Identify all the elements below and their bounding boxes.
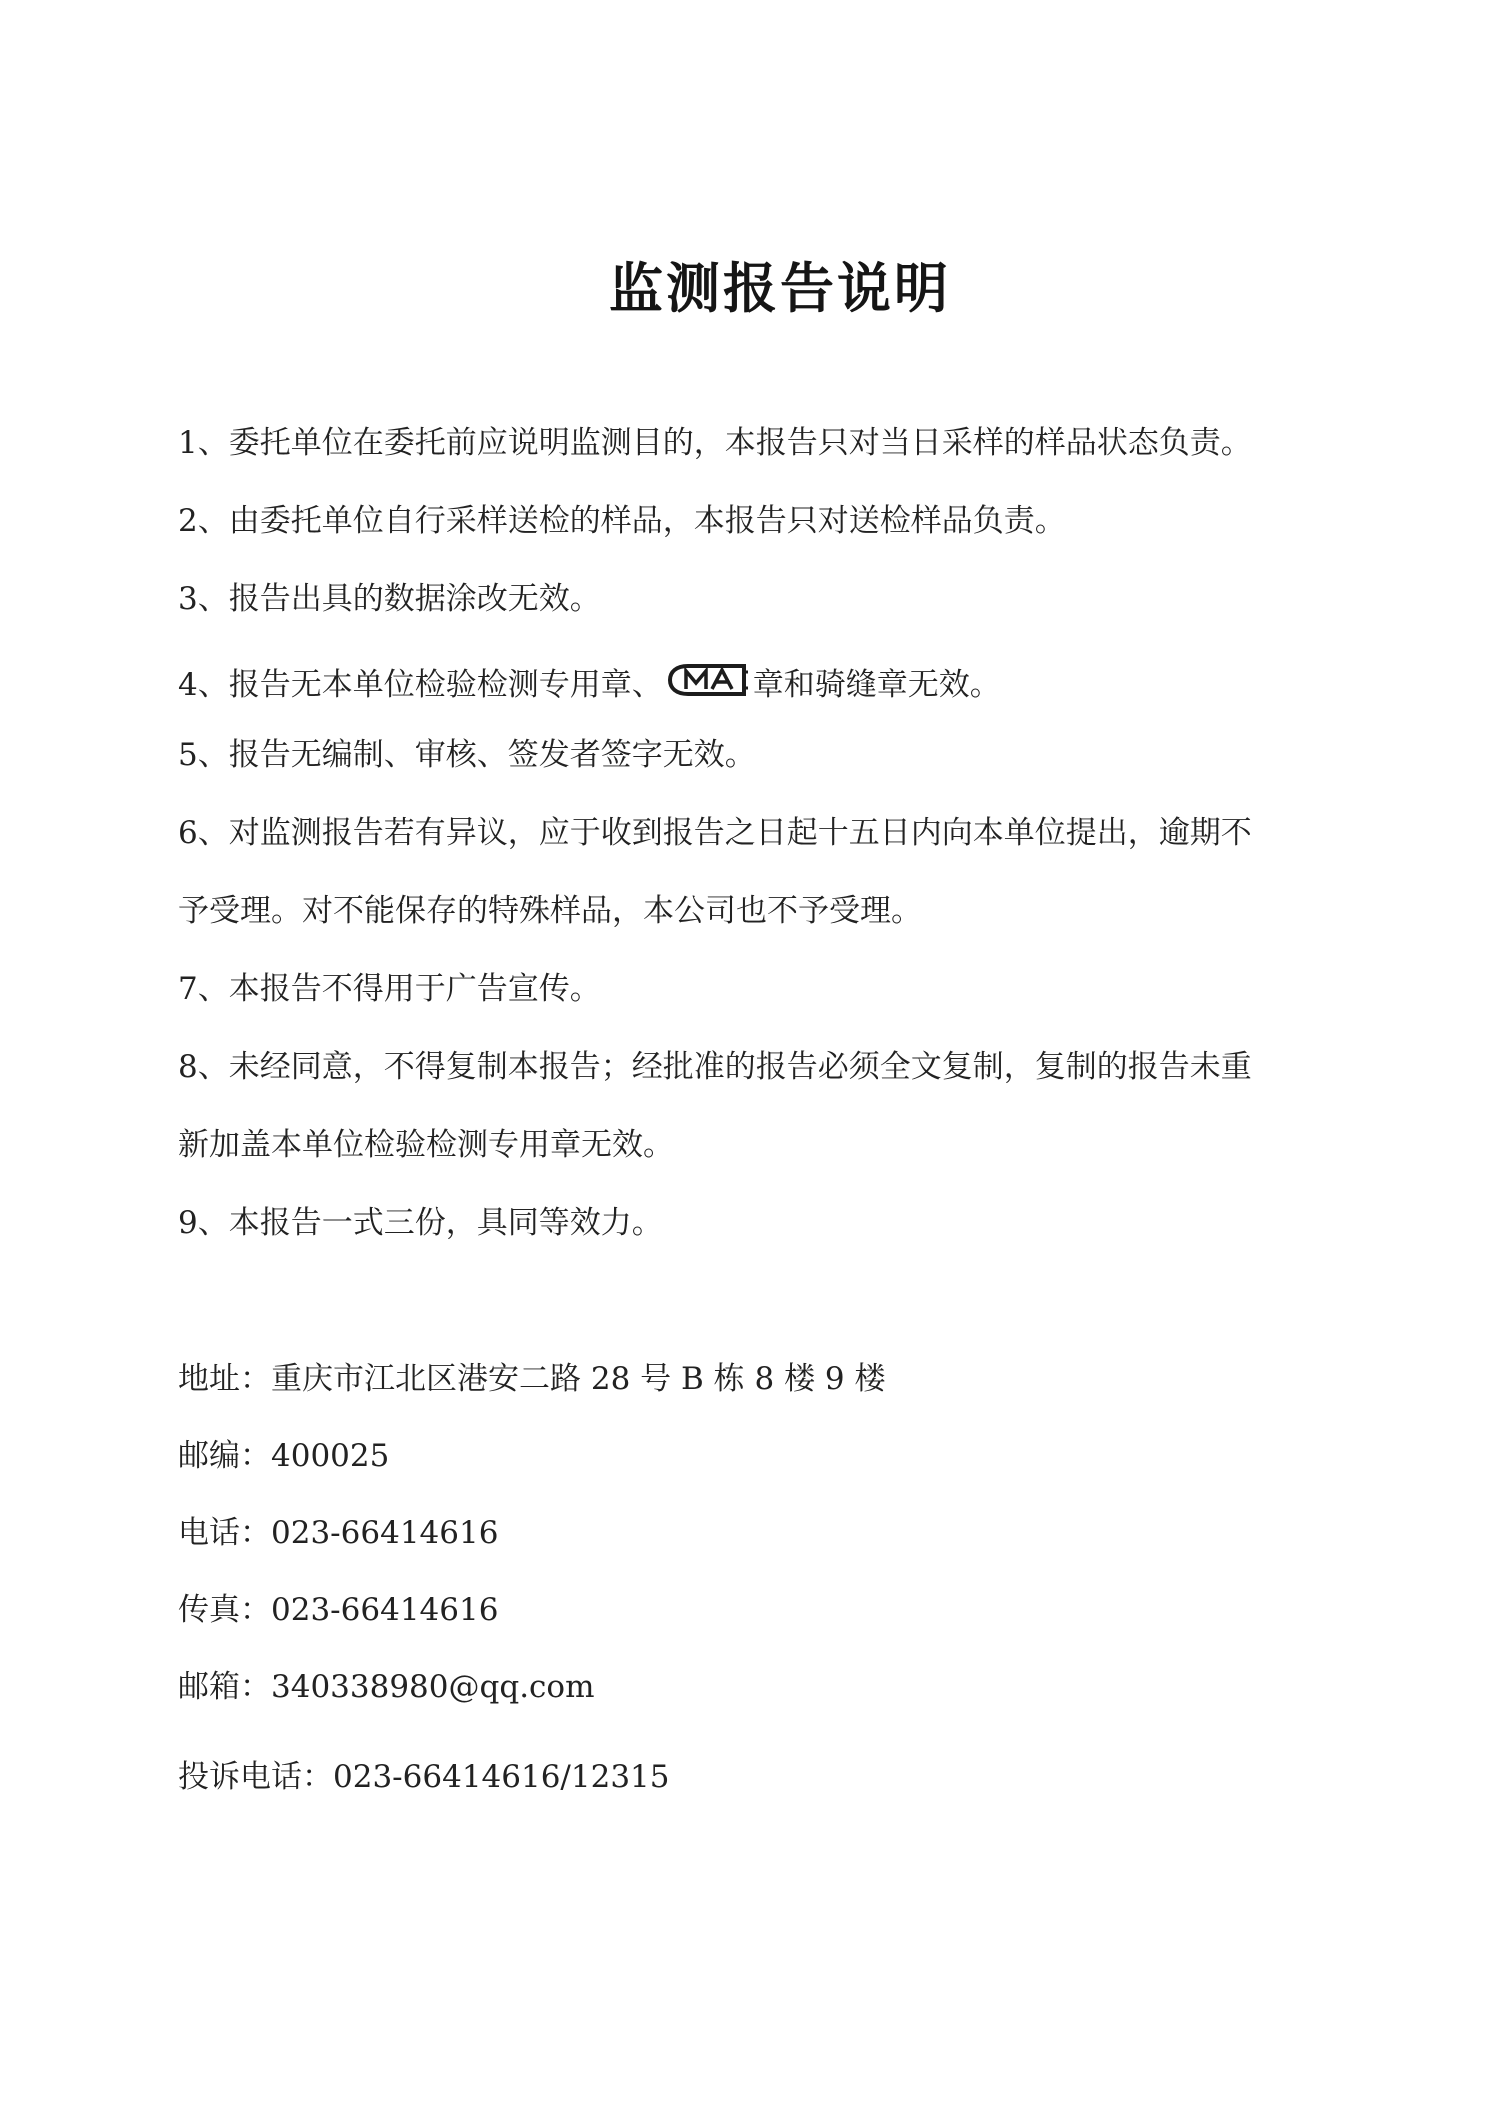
complaint-value: 023-66414616/12315 xyxy=(333,1759,670,1795)
email-value: 340338980@qq.com xyxy=(271,1669,595,1705)
note-number: 7、 xyxy=(178,971,229,1007)
note-text: 章和骑缝章无效。 xyxy=(752,667,1001,703)
fax-value: 023-66414616 xyxy=(271,1592,499,1628)
contact-email xyxy=(178,1669,595,1705)
note-7 xyxy=(178,971,601,1007)
postcode-label: 邮编： xyxy=(178,1438,271,1474)
contact-phone xyxy=(178,1515,499,1551)
cma-mark-icon xyxy=(666,662,750,698)
note-number: 8、 xyxy=(178,1049,229,1085)
note-number: 6、 xyxy=(178,815,229,851)
note-text: 本报告一式三份，具同等效力。 xyxy=(228,1205,663,1241)
page-title: 监测报告说明 xyxy=(609,257,951,320)
postcode-value: 400025 xyxy=(271,1438,390,1474)
note-9 xyxy=(178,1205,663,1241)
note-number: 5、 xyxy=(178,737,229,773)
complaint-label: 投诉电话： xyxy=(178,1759,333,1795)
note-8-continuation: 新加盖本单位检验检测专用章无效。 xyxy=(178,1127,674,1163)
address-label: 地址： xyxy=(178,1361,271,1397)
note-6-continuation: 予受理。对不能保存的特殊样品，本公司也不予受理。 xyxy=(178,893,922,929)
note-number: 9、 xyxy=(178,1205,229,1241)
note-2 xyxy=(178,503,1066,539)
note-5 xyxy=(178,737,756,773)
note-text: 本报告不得用于广告宣传。 xyxy=(228,971,601,1007)
note-text: 报告出具的数据涂改无效。 xyxy=(228,581,601,617)
note-text: 报告无本单位检验检测专用章、 xyxy=(228,667,663,703)
note-text: 报告无编制、审核、签发者签字无效。 xyxy=(228,737,756,773)
note-8 xyxy=(178,1049,1252,1085)
note-3 xyxy=(178,581,601,617)
note-1 xyxy=(178,425,1252,461)
address-value: 重庆市江北区港安二路 28 号 B 栋 8 楼 9 楼 xyxy=(271,1361,886,1397)
contact-fax xyxy=(178,1592,499,1628)
note-text: 委托单位在委托前应说明监测目的，本报告只对当日采样的样品状态负责。 xyxy=(228,425,1252,461)
contact-complaint-phone xyxy=(178,1759,670,1795)
phone-label: 电话： xyxy=(178,1515,271,1551)
fax-label: 传真： xyxy=(178,1592,271,1628)
note-number: 3、 xyxy=(178,581,229,617)
note-text: 由委托单位自行采样送检的样品，本报告只对送检样品负责。 xyxy=(228,503,1066,539)
email-label: 邮箱： xyxy=(178,1669,271,1705)
note-number: 2、 xyxy=(178,503,229,539)
note-text: 对监测报告若有异议，应于收到报告之日起十五日内向本单位提出，逾期不 xyxy=(228,815,1252,851)
note-number: 1、 xyxy=(178,425,229,461)
contact-address xyxy=(178,1361,886,1397)
note-text: 未经同意，不得复制本报告；经批准的报告必须全文复制，复制的报告未重 xyxy=(228,1049,1252,1085)
note-number: 4、 xyxy=(178,667,229,703)
note-4 xyxy=(178,662,1001,701)
phone-value: 023-66414616 xyxy=(271,1515,499,1551)
contact-postcode xyxy=(178,1438,390,1474)
note-6 xyxy=(178,815,1252,851)
